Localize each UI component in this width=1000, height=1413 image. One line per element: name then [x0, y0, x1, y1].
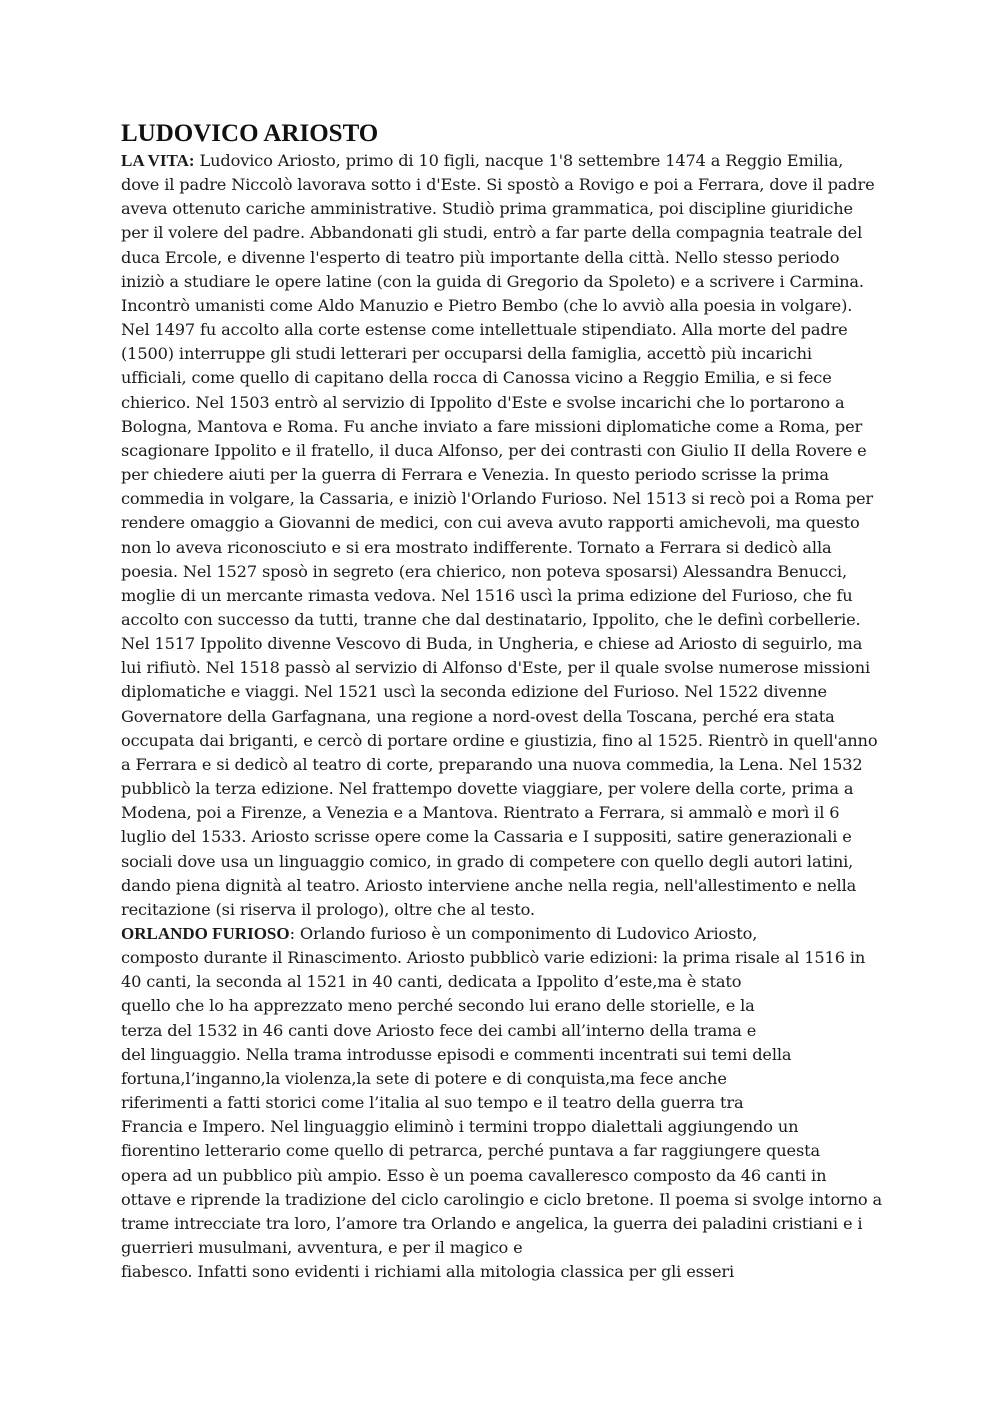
line-text: dando piena dignità al teatro. Ariosto interviene anche nella regia, nell'allestimento e nella — [121, 875, 857, 895]
text-line — [121, 922, 891, 946]
text-line — [121, 511, 891, 535]
text-line — [121, 1043, 891, 1067]
line-text: occupata dai briganti, e cercò di portare ordine e giustizia, fino al 1525. Rientrò in quell'anno — [121, 730, 878, 750]
text-line — [121, 221, 891, 245]
line-text: Governatore della Garfagnana, una regione a nord-ovest della Toscana, perché era stata — [121, 706, 835, 726]
text-line — [121, 994, 891, 1018]
text-line — [121, 1067, 891, 1091]
text-line — [121, 680, 891, 704]
text-line — [121, 946, 891, 970]
text-line — [121, 1091, 891, 1115]
document-body — [121, 149, 891, 1284]
line-text: fiorentino letterario come quello di petrarca, perché puntava a far raggiungere questa — [121, 1141, 820, 1161]
text-line — [121, 415, 891, 439]
line-text: opera ad un pubblico più ampio. Esso è un poema cavalleresco composto da 46 canti in — [121, 1165, 827, 1185]
text-line — [121, 391, 891, 415]
text-line — [121, 898, 891, 922]
line-text: luglio del 1533. Ariosto scrisse opere come la Cassaria e I suppositi, satire generazionali e — [121, 827, 852, 847]
line-text: Incontrò umanisti come Aldo Manuzio e Pietro Bembo (che lo avviò alla poesia in volgare). — [121, 295, 853, 315]
line-text: fortuna,l’inganno,la violenza,la sete di potere e di conquista,ma fece anche — [121, 1068, 727, 1088]
text-line — [121, 463, 891, 487]
line-text: trame intrecciate tra loro, l’amore tra Orlando e angelica, la guerra dei paladini cristiani e i — [121, 1213, 863, 1233]
line-text: quello che lo ha apprezzato meno perché secondo lui erano delle storielle, e la — [121, 996, 755, 1016]
line-text: diplomatiche e viaggi. Nel 1521 uscì la seconda edizione del Furioso. Nel 1522 divenne — [121, 682, 827, 702]
text-line — [121, 777, 891, 801]
text-line — [121, 850, 891, 874]
document-title: LUDOVICO ARIOSTO — [121, 120, 379, 147]
line-text: iniziò a studiare le opere latine (con la guida di Gregorio da Spoleto) e a scrivere i Carmina. — [121, 271, 864, 291]
text-line — [121, 246, 891, 270]
text-line — [121, 970, 891, 994]
line-text: accolto con successo da tutti, tranne che dal destinatario, Ippolito, che le definì corbellerie. — [121, 609, 861, 629]
line-text: per chiedere aiuti per la guerra di Ferrara e Venezia. In questo periodo scrisse la prima — [121, 465, 829, 485]
text-line — [121, 342, 891, 366]
line-text: sociali dove usa un linguaggio comico, in grado di competere con quello degli autori latini, — [121, 851, 854, 871]
text-line — [121, 149, 891, 173]
line-text: ottave e riprende la tradizione del ciclo carolingio e ciclo bretone. Il poema si svolge intorno a — [121, 1189, 883, 1209]
document-page — [121, 119, 891, 1284]
line-text: a Ferrara e si dedicò al teatro di corte, preparando una nuova commedia, la Lena. Nel 1532 — [121, 754, 863, 774]
text-line — [121, 366, 891, 390]
text-line — [121, 705, 891, 729]
text-line — [121, 173, 891, 197]
line-text: Modena, poi a Firenze, a Venezia e a Mantova. Rientrato a Ferrara, si ammalò e morì il 6 — [121, 803, 840, 823]
text-line — [121, 197, 891, 221]
section-heading: LA VITA: — [121, 151, 195, 170]
section-heading: ORLANDO FURIOSO — [121, 924, 290, 943]
line-text: poesia. Nel 1527 sposò in segreto (era chierico, non poteva sposarsi) Alessandra Benucci, — [121, 561, 847, 581]
line-text: Bologna, Mantova e Roma. Fu anche inviato a fare missioni diplomatiche come a Roma, per — [121, 416, 863, 436]
line-text: ufficiali, come quello di capitano della rocca di Canossa vicino a Reggio Emilia, e si fece — [121, 368, 832, 388]
text-line — [121, 825, 891, 849]
text-line — [121, 874, 891, 898]
line-text: Ludovico Ariosto, primo di 10 figli, nacque 1'8 settembre 1474 a Reggio Emilia, — [194, 151, 844, 170]
line-text: terza del 1532 in 46 canti dove Ariosto fece dei cambi all’interno della trama e — [121, 1020, 757, 1040]
text-line — [121, 439, 891, 463]
line-text: Nel 1497 fu accolto alla corte estense come intellettuale stipendiato. Alla morte del padre — [121, 320, 848, 340]
text-line — [121, 1139, 891, 1163]
line-text: guerrieri musulmani, avventura, e per il magico e — [121, 1238, 523, 1258]
text-line — [121, 1115, 891, 1139]
line-text: 40 canti, la seconda al 1521 in 40 canti, dedicata a Ippolito d’este,ma è stato — [121, 972, 742, 992]
line-text: fiabesco. Infatti sono evidenti i richiami alla mitologia classica per gli esseri — [121, 1262, 734, 1282]
line-text: duca Ercole, e divenne l'esperto di teatro più importante della città. Nello stesso periodo — [121, 247, 840, 267]
text-line — [121, 1260, 891, 1284]
text-line — [121, 1188, 891, 1212]
line-text: aveva ottenuto cariche amministrative. Studiò prima grammatica, poi discipline giuridiche — [121, 199, 853, 219]
line-text: chierico. Nel 1503 entrò al servizio di Ippolito d'Este e svolse incarichi che lo portarono a — [121, 392, 845, 412]
text-line — [121, 560, 891, 584]
text-line — [121, 294, 891, 318]
line-text: riferimenti a fatti storici come l’italia al suo tempo e il teatro della guerra tra — [121, 1093, 744, 1113]
text-line — [121, 608, 891, 632]
line-text: dove il padre Niccolò lavorava sotto i d'Este. Si spostò a Rovigo e poi a Ferrara, dove il padre — [121, 175, 875, 195]
text-line — [121, 270, 891, 294]
line-text: Nel 1517 Ippolito divenne Vescovo di Buda, in Ungheria, e chiese ad Ariosto di seguirlo, ma — [121, 634, 863, 654]
text-line — [121, 487, 891, 511]
text-line — [121, 1236, 891, 1260]
line-text: rendere omaggio a Giovanni de medici, con cui aveva avuto rapporti amichevoli, ma questo — [121, 513, 860, 533]
line-text: : Orlando furioso è un componimento di Ludovico Ariosto, — [289, 924, 758, 943]
line-text: per il volere del padre. Abbandonati gli studi, entrò a far parte della compagnia teatrale del — [121, 223, 863, 243]
line-text: scagionare Ippolito e il fratello, il duca Alfonso, per dei contrasti con Giulio II della Rovere e — [121, 440, 867, 460]
text-line — [121, 632, 891, 656]
line-text: non lo aveva riconosciuto e si era mostrato indifferente. Tornato a Ferrara si dedicò alla — [121, 537, 832, 557]
line-text: Francia e Impero. Nel linguaggio eliminò i termini troppo dialettali aggiungendo un — [121, 1117, 799, 1137]
line-text: (1500) interruppe gli studi letterari per occuparsi della famiglia, accettò più incarichi — [121, 344, 812, 364]
text-line — [121, 656, 891, 680]
text-line — [121, 729, 891, 753]
text-line — [121, 753, 891, 777]
line-text: lui rifiutò. Nel 1518 passò al servizio di Alfonso d'Este, per il quale svolse numerose missioni — [121, 658, 870, 678]
line-text: composto durante il Rinascimento. Ariosto pubblicò varie edizioni: la prima risale al 1516 in — [121, 948, 866, 968]
text-line — [121, 1019, 891, 1043]
line-text: commedia in volgare, la Cassaria, e iniziò l'Orlando Furioso. Nel 1513 si recò poi a Roma per — [121, 489, 873, 509]
line-text: moglie di un mercante rimasta vedova. Nel 1516 uscì la prima edizione del Furioso, che fu — [121, 585, 853, 605]
line-text: pubblicò la terza edizione. Nel frattempo dovette viaggiare, per volere della corte, prima a — [121, 779, 854, 799]
text-line — [121, 584, 891, 608]
text-line — [121, 801, 891, 825]
line-text: del linguaggio. Nella trama introdusse episodi e commenti incentrati sui temi della — [121, 1044, 792, 1064]
text-line — [121, 1212, 891, 1236]
text-line — [121, 1164, 891, 1188]
text-line — [121, 536, 891, 560]
text-line — [121, 318, 891, 342]
line-text: recitazione (si riserva il prologo), oltre che al testo. — [121, 899, 535, 919]
